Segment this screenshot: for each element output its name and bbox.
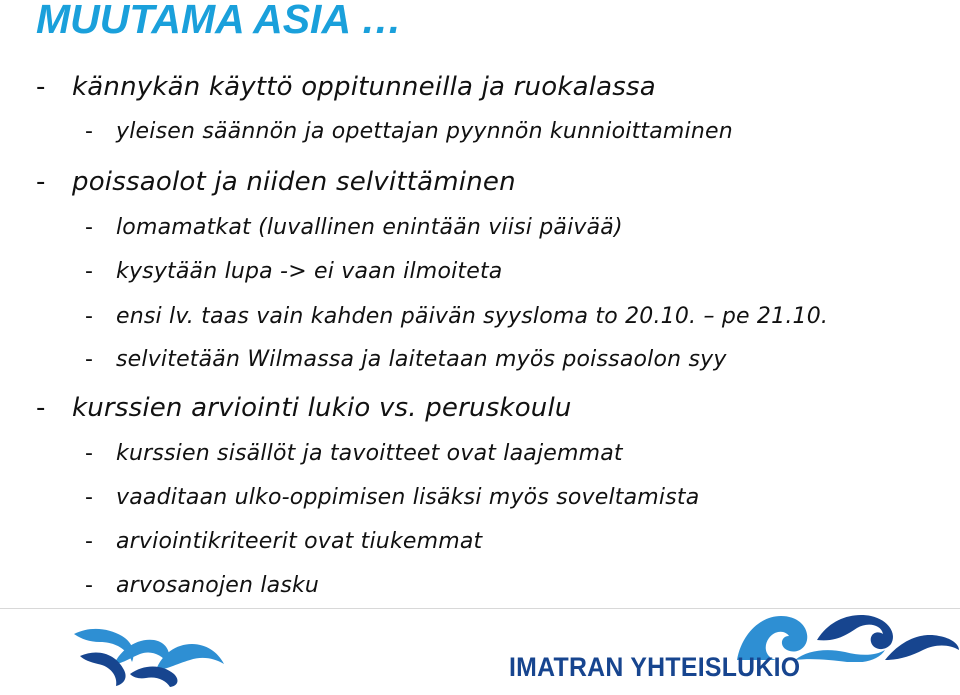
list-item [36, 393, 572, 423]
list-item-text: poissaolot ja niiden selvittäminen [72, 167, 516, 197]
slide-title: MUUTAMA ASIA … [36, 0, 402, 42]
bullet-dash: - [85, 441, 94, 466]
bullet-dash: - [85, 347, 94, 372]
list-item-text: arvosanojen lasku [116, 573, 320, 598]
bullet-dash: - [85, 485, 94, 510]
list-item-text: kysytään lupa -> ei vaan ilmoiteta [116, 259, 503, 284]
list-item-text: arviointikriteerit ovat tiukemmat [116, 529, 483, 554]
list-item [85, 485, 700, 511]
bullet-dash: - [85, 573, 94, 598]
list-item [85, 304, 829, 330]
list-item [36, 167, 516, 197]
list-item-text: yleisen säännön ja opettajan pyynnön kunnioittaminen [116, 119, 733, 144]
list-item-text: kännykän käyttö oppitunneilla ja ruokalassa [72, 72, 656, 102]
bullet-dash: - [85, 215, 94, 240]
bullet-dash: - [85, 304, 94, 329]
list-item [85, 347, 727, 373]
list-item [85, 119, 733, 145]
school-logo-text: IMATRAN YHTEISLUKIO [509, 652, 801, 682]
footer-divider [0, 608, 960, 609]
list-item-text: kurssien arviointi lukio vs. peruskoulu [72, 393, 572, 423]
list-item-text: lomamatkat (luvallinen enintään viisi päivää) [116, 215, 623, 240]
bullet-dash: - [36, 393, 46, 423]
list-item [36, 72, 656, 102]
list-item [85, 441, 623, 467]
list-item [85, 529, 483, 555]
bullet-dash: - [36, 167, 46, 197]
bullet-dash: - [85, 259, 94, 284]
list-item-text: vaaditaan ulko-oppimisen lisäksi myös soveltamista [116, 485, 700, 510]
list-item-text: selvitetään Wilmassa ja laitetaan myös poissaolon syy [116, 347, 727, 372]
wave-swirl-logo-icon [70, 618, 230, 688]
list-item [85, 259, 503, 285]
bullet-dash: - [36, 72, 46, 102]
list-item-text: kurssien sisällöt ja tavoitteet ovat laajemmat [116, 441, 623, 466]
list-item [85, 573, 320, 599]
bullet-dash: - [85, 119, 94, 144]
list-item-text: ensi lv. taas vain kahden päivän syysloma to 20.10. – pe 21.10. [116, 304, 829, 329]
list-item [85, 215, 623, 241]
bullet-dash: - [85, 529, 94, 554]
